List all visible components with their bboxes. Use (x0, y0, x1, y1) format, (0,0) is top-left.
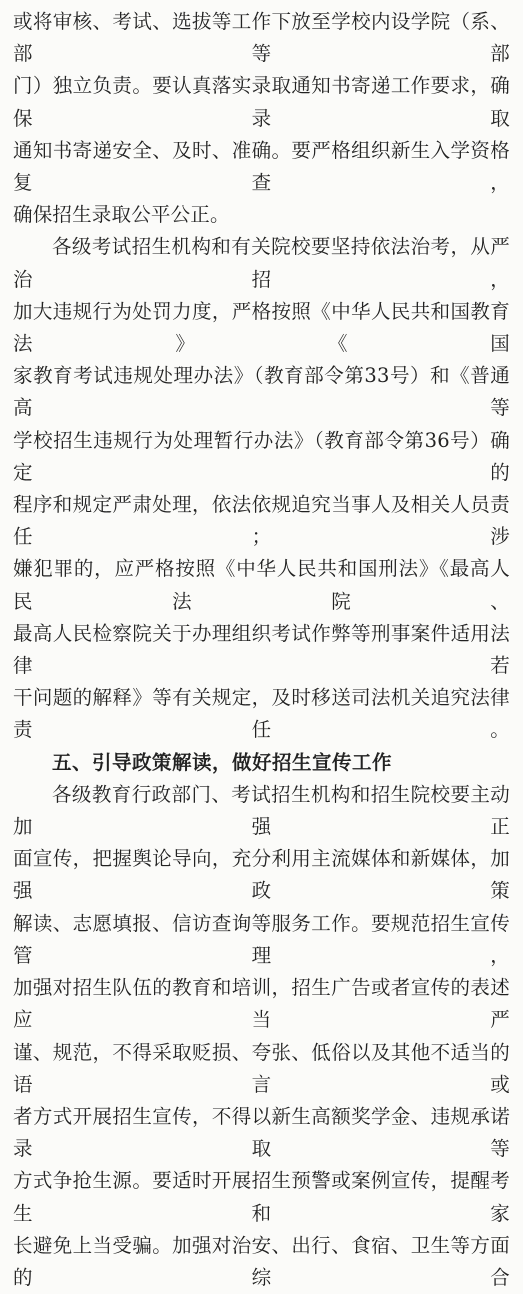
paragraph-line: 家教育考试违规处理办法》（教育部令第33号）和《普通高等 (13, 364, 510, 420)
paragraph-line: 程序和规定严肃处理，依法依规追究当事人及相关人员责任；涉 (13, 493, 510, 549)
paragraph-line: 方式争抢生源。要适时开展招生预警或案例宣传，提醒考生和家 (13, 1169, 510, 1225)
paragraph-line: 通知书寄递安全、及时、准确。要严格组织新生入学资格复查， (13, 138, 510, 195)
paragraph-line: 面宣传，把握舆论导向，充分利用主流媒体和新媒体，加强政策 (13, 847, 510, 903)
section-heading: 五、引导政策解读，做好招生宣传工作 (52, 750, 393, 774)
paragraph-line: 各级考试招生机构和有关院校要坚持依法治考，从严治招， (13, 235, 510, 291)
paragraph-line: 最高人民检察院关于办理组织考试作弊等刑事案件适用法律若 (13, 621, 510, 678)
paragraph-line: 者方式开展招生宣传，不得以新生高额奖学金、违规承诺录取等 (13, 1104, 510, 1161)
paragraph-line: 长避免上当受骗。加强对治安、出行、食宿、卫生等方面的综合 (13, 1233, 510, 1289)
paragraph-line: 谨、规范，不得采取贬损、夸张、低俗以及其他不适当的语言或 (13, 1040, 510, 1096)
paragraph-line: 门）独立负责。要认真落实录取通知书寄递工作要求，确保录取 (13, 74, 510, 130)
paragraph-line: 加大违规行为处罚力度，严格按照《中华人民共和国教育法》《国 (13, 299, 510, 356)
paragraph-line: 或将审核、考试、选拔等工作下放至学校内设学院（系、部等部 (13, 10, 510, 66)
paragraph-line: 加强对招生队伍的教育和培训，招生广告或者宣传的表述应当严 (13, 976, 510, 1032)
paragraph-line: 学校招生违规行为处理暂行办法》（教育部令第36号）确定的 (13, 428, 510, 484)
paragraph-line: 干问题的解释》等有关规定，及时移送司法机关追究法律责任。 (13, 686, 510, 742)
paragraph-line: 各级教育行政部门、考试招生机构和招生院校要主动加强正 (13, 782, 510, 839)
paragraph-line: 嫌犯罪的，应严格按照《中华人民共和国刑法》《最高人民法院、 (13, 557, 510, 613)
paragraph-line: 确保招生录取公平公正。 (13, 203, 230, 227)
paragraph-line: 解读、志愿填报、信访查询等服务工作。要规范招生宣传管理， (13, 911, 510, 967)
